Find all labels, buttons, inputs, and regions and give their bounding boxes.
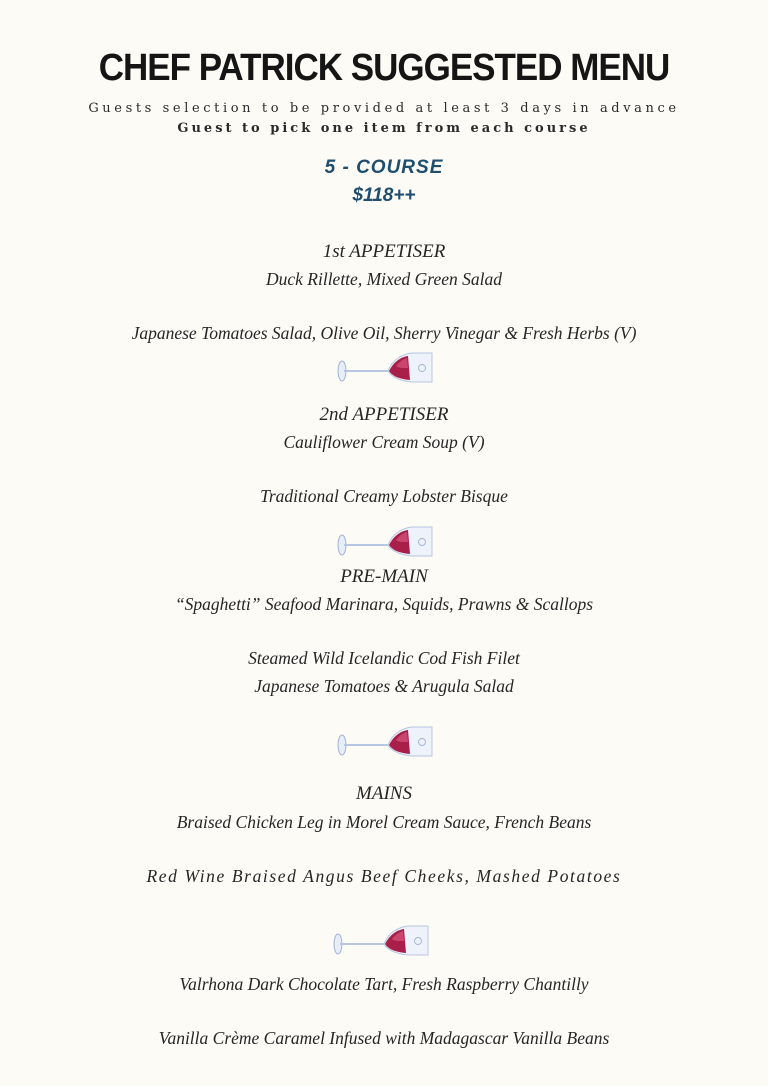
advance-notice: Guests selection to be provided at least 3 days in advance [88,101,680,116]
menu-title: CHEF PATRICK SUGGESTED MENU [98,46,670,89]
section-heading-pre-main: PRE-MAIN [340,566,428,587]
menu-item: “Spaghetti” Seafood Marinara, Squids, Prawns & Scallops [174,594,594,614]
menu-item: Japanese Tomatoes & Arugula Salad [254,676,514,696]
course-count: 5 - COURSE [324,157,444,178]
section-heading-appetiser-1: 1st APPETISER [322,241,446,262]
selection-instruction: Guest to pick one item from each course [177,121,591,136]
menu-item: Braised Chicken Leg in Morel Cream Sauce, French Beans [176,812,592,832]
menu-item: Traditional Creamy Lobster Bisque [260,486,508,506]
menu-item: Vanilla Crème Caramel Infused with Madagascar Vanilla Beans [158,1028,610,1048]
menu-item: Valrhona Dark Chocolate Tart, Fresh Raspberry Chantilly [179,974,589,994]
wine-glass-icon [336,524,434,558]
menu-item: Steamed Wild Icelandic Cod Fish Filet [248,648,520,668]
section-heading-appetiser-2: 2nd APPETISER [319,404,449,425]
section-heading-mains: MAINS [356,783,412,804]
menu-item: Duck Rillette, Mixed Green Salad [265,269,502,289]
menu-item: Japanese Tomatoes Salad, Olive Oil, Sherry Vinegar & Fresh Herbs (V) [131,323,637,343]
menu-item: Red Wine Braised Angus Beef Cheeks, Mashed Potatoes [146,866,622,886]
wine-glass-icon [336,350,434,384]
menu-item: Cauliflower Cream Soup (V) [283,432,485,452]
wine-glass-icon [332,923,430,957]
wine-glass-icon [336,724,434,758]
course-price: $118++ [352,185,416,206]
